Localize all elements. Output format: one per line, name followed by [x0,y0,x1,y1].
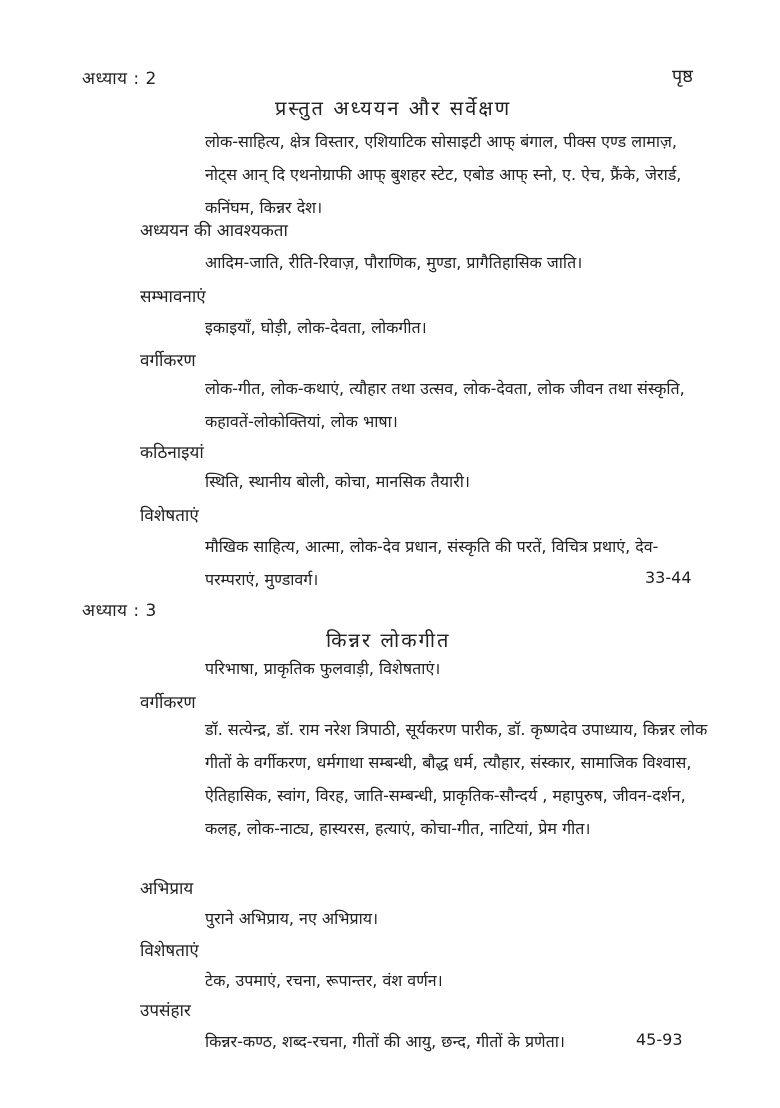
section-text: पुराने अभिप्राय, नए अभिप्राय। [205,909,379,928]
section-heading: उपसंहार [140,1001,191,1021]
section-text: आदिम-जाति, रीति-रिवाज़, पौराणिक, मुण्डा, प्रागैतिहासिक जाति। [205,253,583,272]
section-heading: विशेषताएं [140,506,199,526]
section-text: किन्नर-कण्ठ, शब्द-रचना, गीतों की आयु, छन्द, गीतों के प्रणेता। [205,1032,565,1051]
section-heading: सम्भावनाएं [140,287,206,307]
section-heading: विशेषताएं [140,941,199,961]
chapter-2-page-range: 33-44 [645,568,692,587]
page-column-label: पृष्ठ [672,66,693,87]
section-heading: अध्ययन की आवश्यकता [140,221,288,241]
section-heading: कठिनाइयां [140,443,204,463]
chapter-3-page-range: 45-93 [636,1030,683,1049]
chapter-3-label: अध्याय : 3 [82,601,157,621]
section-text: इकाइयाँ, घोड़ी, लोक-देवता, लोकगीत। [205,318,427,337]
section-text: लोक-गीत, लोक-कथाएं, त्यौहार तथा उत्सव, लोक-देवता, लोक जीवन तथा संस्कृति, कहावतें-लोकोक्तियां, लोक भाषा। [205,379,685,431]
section-text: मौखिक साहित्य, आत्मा, लोक-देव प्रधान, संस्कृति की परतें, विचित्र प्रथाएं, देव-परम्पराएं, मुण्डावर्ग। [205,537,659,589]
section-heading: अभिप्राय [140,879,194,899]
section-text: टेक, उपमाएं, रचना, रूपान्तर, वंश वर्णन। [205,971,443,990]
chapter-3-title: किन्नर लोकगीत [326,628,451,652]
chapter-3-intro: परिभाषा, प्राकृतिक फुलवाड़ी, विशेषताएं। [205,659,441,678]
chapter-2-label: अध्याय : 2 [82,69,157,89]
section-text: डॉ. सत्येन्द्र, डॉ. राम नरेश त्रिपाठी, सूर्यकरण पारीक, डॉ. कृष्णदेव उपाध्याय, किन्नर लोक गीतों के वर्गीकरण, धर्मगाथा सम्बन्धी, बौद्ध धर्म, त्यौहार, संस्कार, सामाजिक विश्वास, ऐतिहासिक, स्वांग, विरह, जाति-सम्बन्धी, प्राकृतिक-सौन्दर्य , महापुरुष, जीवन-दर्शन, कलह, लोक-नाट्य, हास्यरस, हत्याएं, कोचा-गीत, नाटियां, प्रेम गीत। [205,720,708,838]
section-heading: वर्गीकरण [140,351,196,371]
chapter-2-title: प्रस्तुत अध्ययन और सर्वेक्षण [275,96,512,120]
section-text: स्थिति, स्थानीय बोली, कोचा, मानसिक तैयारी। [205,472,470,491]
section-heading: वर्गीकरण [140,693,196,713]
chapter-2-intro: लोक-साहित्य, क्षेत्र विस्तार, एशियाटिक सोसाइटी आफ् बंगाल, पीक्स एण्ड लामाज़, नोट्स आन् दि एथनोग्राफी आफ् बुशहर स्टेट, एबोड आफ् स्नो, ए. ऐच, फ्रैंके, जेरार्ड, कनिंघम, किन्नर देश। [205,132,682,217]
